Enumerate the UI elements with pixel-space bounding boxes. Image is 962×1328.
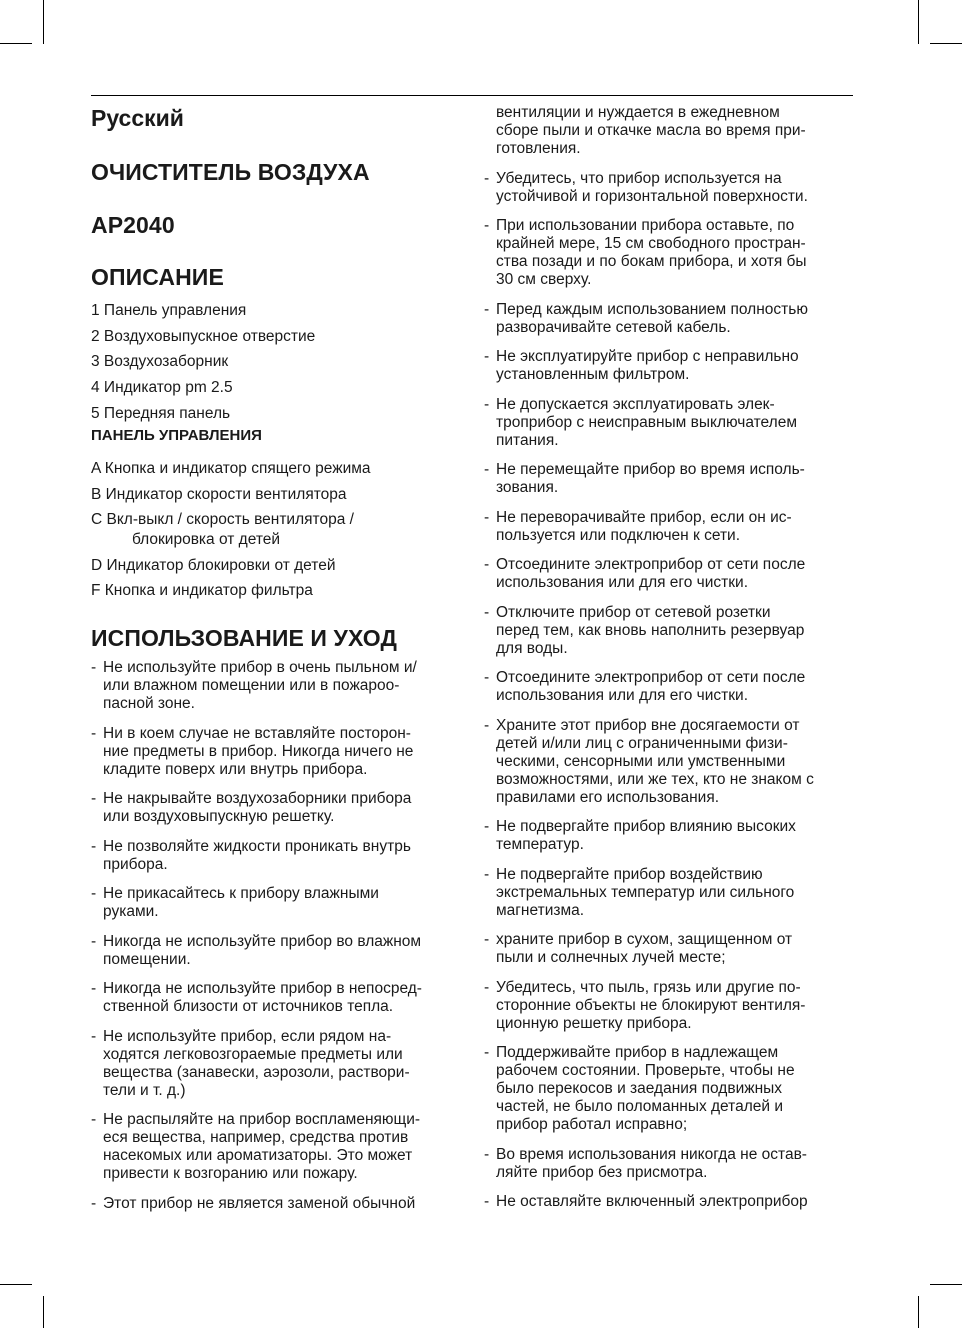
list-item-line: Не используйте прибор в очень пыльном и/: [103, 659, 417, 677]
list-item-line: тели и т. д.): [103, 1081, 186, 1099]
list-dash: -: [91, 659, 97, 677]
list-item-line: ства позади и по бокам прибора, и хотя бы: [496, 253, 807, 270]
list-item: [91, 933, 471, 969]
list-item-line: питания.: [496, 431, 559, 449]
list-item: [484, 669, 856, 705]
control-panel-heading: ПАНЕЛЬ УПРАВЛЕНИЯ: [91, 427, 262, 445]
list-dash: -: [484, 348, 490, 365]
continued-line: вентиляции и нуждается в ежедневном: [496, 104, 780, 121]
list-item-line: крайней мере, 15 см свободного простран-: [496, 235, 806, 252]
list-item: 2 Воздуховыпускное отверстие: [91, 327, 316, 345]
list-item: [484, 509, 856, 545]
crop-mark: [0, 43, 32, 44]
list-item: [484, 866, 856, 920]
list-dash: -: [484, 556, 490, 573]
list-item-line: ходятся легковозгораемые предметы или: [103, 1045, 403, 1063]
list-item-line: перед тем, как вновь наполнить резервуар: [496, 621, 805, 639]
list-item-line: храните прибор в сухом, защищенном от: [496, 931, 793, 948]
list-item-line: использования или для его чистки.: [496, 574, 748, 591]
list-dash: -: [484, 603, 490, 621]
list-item-line: сторонние объекты не блокируют вентиля-: [496, 996, 806, 1014]
list-item: [484, 170, 856, 206]
list-dash: -: [484, 1044, 490, 1061]
list-item: [91, 659, 471, 713]
usage-list-right: [484, 170, 856, 1212]
list-item-line: Перед каждым использованием полностью: [496, 300, 808, 318]
list-dash: -: [91, 837, 97, 855]
list-item-line: Поддерживайте прибор в надлежащем: [496, 1044, 779, 1061]
list-item-line: возможностями, или же тех, кто не знаком с: [496, 770, 814, 788]
list-item-line: Не подвергайте прибор влиянию высоких: [496, 818, 796, 835]
list-dash: -: [484, 395, 490, 413]
list-dash: -: [91, 724, 97, 742]
list-item: [91, 1028, 471, 1100]
list-item-line: рабочем состоянии. Проверьте, чтобы не: [496, 1062, 795, 1079]
list-item-line: Отсоедините электроприбор от сети после: [496, 669, 806, 686]
language-heading: Русский: [91, 105, 184, 131]
list-item: [91, 510, 471, 550]
list-item: [91, 1195, 471, 1213]
list-item-line: Убедитесь, что прибор используется на: [496, 169, 782, 187]
list-item-line: Не переворачивайте прибор, если он ис-: [496, 508, 792, 526]
list-item-line: разворачивайте сетевой кабель.: [496, 318, 731, 336]
list-dash: -: [91, 1111, 97, 1129]
list-item-line: температур.: [496, 836, 584, 853]
list-item-line: правилами его использования.: [496, 788, 720, 806]
list-item-line: Не используйте прибор, если рядом на-: [103, 1027, 392, 1045]
continued-line: сборе пыли и откачке масла во время при-: [496, 122, 806, 139]
crop-mark: [918, 0, 919, 44]
list-item: [484, 1146, 856, 1182]
list-dash: -: [484, 508, 490, 526]
continued-text: [484, 104, 856, 158]
list-item-line: Не допускается эксплуатировать элек-: [496, 395, 775, 413]
list-dash: -: [484, 669, 490, 686]
list-item-line: Ни в коем случае не вставляйте посторон-: [103, 724, 411, 742]
list-item-line: ственной близости от источников тепла.: [103, 998, 394, 1016]
list-item-line: ционную решетку прибора.: [496, 1014, 692, 1032]
left-column: [91, 104, 471, 1224]
list-item-line: Никогда не используйте прибор в непосред-: [103, 980, 422, 998]
description-list: [91, 302, 471, 423]
list-item-line: насекомых или ароматизаторы. Это может: [103, 1147, 413, 1165]
list-item-line: Этот прибор не является заменой обычной: [103, 1194, 416, 1212]
control-panel-list: [91, 459, 471, 601]
list-item-line: экстремальных температур или сильного: [496, 883, 795, 901]
list-item-text: блокировка от детей: [132, 531, 281, 549]
list-item-line: Не оставляйте включенный электроприбор: [496, 1193, 808, 1210]
list-item-line: Во время использования никогда не остав-: [496, 1145, 807, 1163]
list-item: [91, 790, 471, 826]
list-item: [484, 461, 856, 497]
list-item-text: D Индикатор блокировки от детей: [91, 556, 336, 574]
list-item-line: частей, не было поломанных деталей и: [496, 1098, 783, 1115]
list-item-line: пыли и солнечных лучей месте;: [496, 949, 726, 966]
list-item: [484, 1193, 856, 1211]
list-item: [91, 725, 471, 779]
list-item: [91, 885, 471, 921]
right-column: [484, 104, 856, 1223]
list-item-line: еся вещества, например, средства против: [103, 1129, 409, 1147]
list-item-line: установленным фильтром.: [496, 366, 690, 383]
list-item-text: A Кнопка и индикатор спящего режима: [91, 460, 371, 478]
list-item-line: Не эксплуатируйте прибор с неправильно: [496, 348, 799, 365]
list-item: [484, 931, 856, 967]
list-item-line: привести к возгоранию или пожару.: [103, 1165, 358, 1183]
list-item-line: Не распыляйте на прибор воспламеняющи-: [103, 1111, 421, 1129]
list-item-line: прибора.: [103, 855, 168, 873]
crop-mark: [930, 1284, 962, 1285]
list-item-line: Не позволяйте жидкости проникать внутрь: [103, 837, 411, 855]
crop-mark: [43, 0, 44, 44]
list-item: [91, 980, 471, 1016]
crop-mark: [930, 43, 962, 44]
list-item: 3 Воздухозаборник: [91, 353, 229, 371]
continued-line: готовления.: [496, 140, 581, 157]
description-heading: ОПИСАНИЕ: [91, 264, 224, 290]
list-item-line: прибор работал исправно;: [496, 1116, 688, 1133]
list-item-line: помещении.: [103, 950, 191, 968]
list-item-line: пасной зоне.: [103, 695, 195, 713]
list-item: [484, 604, 856, 658]
list-dash: -: [484, 300, 490, 318]
product-type-heading: ОЧИСТИТЕЛЬ ВОЗДУХА: [91, 159, 370, 185]
list-item: [91, 556, 471, 576]
list-item-line: Не прикасайтесь к прибору влажными: [103, 885, 379, 903]
list-dash: -: [91, 1194, 97, 1212]
list-item-line: зования.: [496, 479, 559, 496]
list-dash: -: [484, 818, 490, 835]
crop-mark: [43, 1296, 44, 1328]
list-dash: -: [484, 716, 490, 734]
list-item-line: или влажном помещении или в пожароо-: [103, 677, 400, 695]
list-item: 4 Индикатор pm 2.5: [91, 379, 233, 397]
list-item-line: Убедитесь, что пыль, грязь или другие по-: [496, 978, 801, 996]
top-rule: [91, 95, 853, 96]
list-item-line: руками.: [103, 903, 159, 921]
list-dash: -: [484, 931, 490, 948]
list-dash: -: [484, 978, 490, 996]
list-item-line: детей и/или лиц с ограниченными физи-: [496, 734, 788, 752]
list-item: 5 Передняя панель: [91, 404, 231, 422]
usage-list-left: [91, 659, 471, 1213]
list-item-text: F Кнопка и индикатор фильтра: [91, 582, 313, 600]
list-item-text: C Вкл-выкл / скорость вентилятора /: [91, 511, 354, 529]
list-item-line: Не накрывайте воздухозаборники прибора: [103, 790, 412, 808]
crop-mark: [918, 1296, 919, 1328]
list-item-line: ляйте прибор без присмотра.: [496, 1163, 708, 1181]
list-item-line: ние предметы в прибор. Никогда ничего не: [103, 742, 414, 760]
list-item: [91, 459, 471, 479]
model-heading: AP2040: [91, 212, 175, 238]
list-dash: -: [91, 790, 97, 808]
list-item: [484, 301, 856, 337]
list-dash: -: [484, 1193, 490, 1210]
list-dash: -: [484, 865, 490, 883]
list-item-line: использования или для его чистки.: [496, 687, 748, 704]
list-dash: -: [91, 980, 97, 998]
list-item: [484, 717, 856, 807]
list-item-line: Отсоедините электроприбор от сети после: [496, 556, 806, 573]
list-item: [484, 818, 856, 854]
list-item-line: для воды.: [496, 639, 568, 657]
usage-heading: ИСПОЛЬЗОВАНИЕ И УХОД: [91, 625, 397, 652]
list-item-line: Не подвергайте прибор воздействию: [496, 865, 763, 883]
list-item: [484, 396, 856, 450]
list-dash: -: [91, 885, 97, 903]
list-item-line: Отключите прибор от сетевой розетки: [496, 603, 771, 621]
crop-mark: [0, 1284, 32, 1285]
list-item: [91, 485, 471, 505]
list-item-line: При использовании прибора оставьте, по: [496, 217, 795, 234]
list-dash: -: [484, 461, 490, 478]
list-item-line: 30 см сверху.: [496, 271, 592, 288]
list-item: [91, 1111, 471, 1183]
list-item: [91, 581, 471, 601]
list-item-line: или воздуховыпускную решетку.: [103, 808, 335, 826]
list-item-line: пользуется или подключен к сети.: [496, 526, 741, 544]
list-item-line: ческими, сенсорными или умственными: [496, 752, 786, 770]
list-item-line: устойчивой и горизонтальной поверхности.: [496, 187, 808, 205]
list-item: 1 Панель управления: [91, 302, 247, 319]
list-item: [484, 348, 856, 384]
list-item-line: Храните этот прибор вне досягаемости от: [496, 716, 800, 734]
list-dash: -: [484, 217, 490, 234]
list-item-line: Не перемещайте прибор во время исполь-: [496, 461, 805, 478]
list-item-line: троприбор с неисправным выключателем: [496, 413, 797, 431]
list-item-line: Никогда не используйте прибор во влажном: [103, 932, 422, 950]
list-dash: -: [91, 1027, 97, 1045]
list-item-text: B Индикатор скорости вентилятора: [91, 485, 347, 503]
list-item-line: вещества (занавески, аэрозоли, раствори-: [103, 1063, 410, 1081]
list-dash: -: [484, 1145, 490, 1163]
list-item: [484, 1044, 856, 1134]
list-item: [484, 556, 856, 592]
list-item-line: кладите поверх или внутрь прибора.: [103, 760, 368, 778]
list-item: [484, 979, 856, 1033]
list-dash: -: [91, 932, 97, 950]
list-item-line: было перекосов и заедания подвижных: [496, 1080, 783, 1097]
list-dash: -: [484, 169, 490, 187]
list-item-line: магнетизма.: [496, 901, 585, 919]
list-item: [484, 217, 856, 289]
list-item: [91, 838, 471, 874]
